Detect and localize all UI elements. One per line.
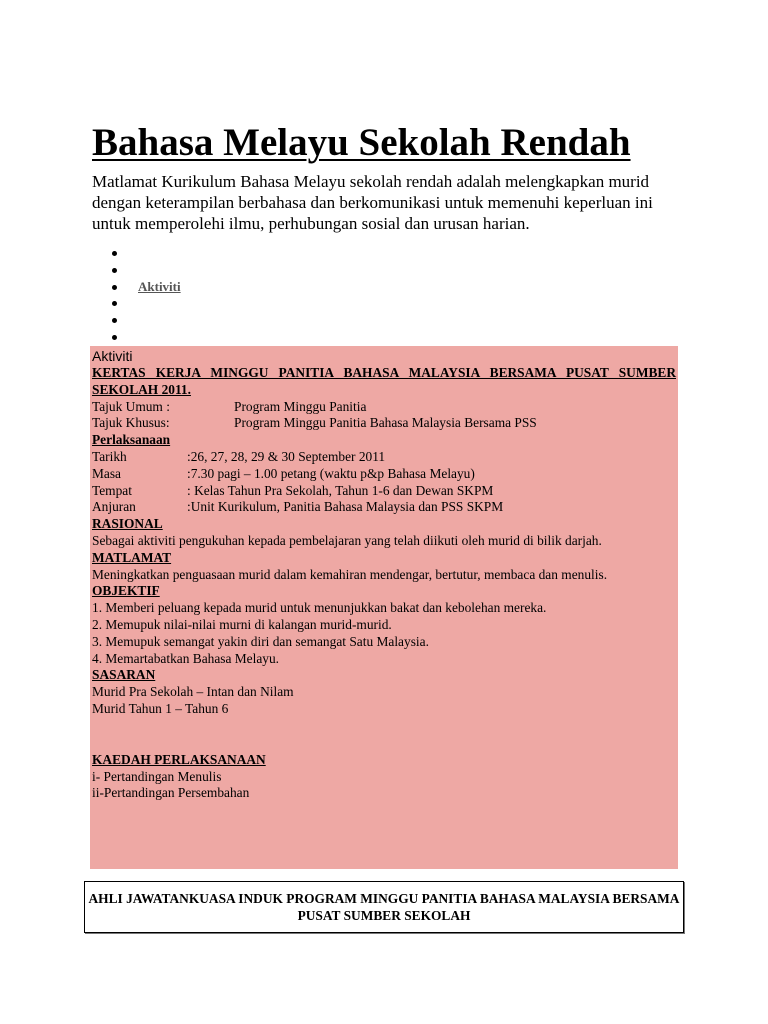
bullet-item-1 — [92, 245, 181, 262]
sasaran-item: Murid Tahun 1 – Tahun 6 — [92, 700, 229, 716]
masa-label: Masa — [92, 465, 122, 481]
tajuk-khusus-value: Program Minggu Panitia Bahasa Malaysia Bersama PSS — [234, 415, 537, 431]
rasional-heading: RASIONAL — [92, 516, 163, 532]
bullet-item-6 — [92, 329, 181, 346]
page-title: Bahasa Melayu Sekolah Rendah — [92, 121, 631, 164]
tempat-label: Tempat — [92, 482, 132, 498]
tempat-value: : Kelas Tahun Pra Sekolah, Tahun 1-6 dan Dewan SKPM — [187, 482, 494, 498]
intro-paragraph: Matlamat Kurikulum Bahasa Melayu sekolah rendah adalah melengkapkan murid dengan keterampilan berbahasa dan berkomunikasi untuk memenuhi keperluan ini untuk memperolehi ilmu, perhubungan sosial dan urusan harian. — [92, 172, 653, 233]
tajuk-umum-label: Tajuk Umum : — [92, 398, 170, 414]
objektif-item: 3. Memupuk semangat yakin diri dan semangat Satu Malaysia. — [92, 633, 429, 649]
bullet-list — [92, 245, 181, 346]
panel-heading: Aktiviti — [92, 348, 133, 364]
tajuk-umum-value: Program Minggu Panitia — [234, 398, 367, 414]
anjuran-value: :Unit Kurikulum, Panitia Bahasa Malaysia dan PSS SKPM — [187, 499, 504, 515]
objektif-item: 4. Memartabatkan Bahasa Melayu. — [92, 650, 280, 666]
committee-box — [84, 881, 684, 933]
objektif-item: 1. Memberi peluang kepada murid untuk menunjukkan bakat dan kebolehan mereka. — [92, 600, 547, 616]
spacer — [92, 718, 676, 752]
aktiviti-panel — [90, 346, 678, 869]
perlaksanaan-heading: Perlaksanaan — [92, 432, 171, 448]
matlamat-heading: MATLAMAT — [92, 549, 172, 565]
tajuk-khusus-row — [92, 415, 676, 432]
tajuk-khusus-label: Tajuk Khusus: — [92, 415, 170, 431]
bullet-item-2 — [92, 262, 181, 279]
sasaran-heading: SASARAN — [92, 667, 156, 683]
matlamat-text: Meningkatkan penguasaan murid dalam kemahiran mendengar, bertutur, membaca dan menulis. — [92, 566, 608, 582]
bullet-item-4 — [92, 295, 181, 312]
kaedah-heading: KAEDAH PERLAKSANAAN — [92, 751, 266, 767]
tarikh-row — [92, 449, 676, 466]
anjuran-label: Anjuran — [92, 499, 136, 515]
tempat-row — [92, 483, 676, 500]
kaedah-item: i- Pertandingan Menulis — [92, 768, 222, 784]
sasaran-item: Murid Pra Sekolah – Intan dan Nilam — [92, 684, 294, 700]
document-title: KERTAS KERJA MINGGU PANITIA BAHASA MALAYSIA BERSAMA PUSAT SUMBER SEKOLAH 2011. — [92, 365, 676, 397]
bullet-item-aktiviti — [92, 279, 181, 296]
bullet-item-5 — [92, 312, 181, 329]
committee-title: AHLI JAWATANKUASA INDUK PROGRAM MINGGU PANITIA BAHASA MALAYSIA BERSAMA PUSAT SUMBER SEKOLAH — [88, 891, 680, 923]
masa-row — [92, 466, 676, 483]
tarikh-value: :26, 27, 28, 29 & 30 September 2011 — [187, 448, 386, 464]
kaedah-item: ii-Pertandingan Persembahan — [92, 785, 250, 801]
rasional-text: Sebagai aktiviti pengukuhan kepada pembelajaran yang telah diikuti oleh murid di bilik darjah. — [92, 532, 602, 548]
aktiviti-link[interactable]: Aktiviti — [138, 278, 181, 294]
anjuran-row — [92, 499, 676, 516]
tajuk-umum-row — [92, 399, 676, 416]
objektif-heading: OBJEKTIF — [92, 583, 160, 599]
objektif-item: 2. Memupuk nilai-nilai murni di kalangan murid-murid. — [92, 616, 392, 632]
masa-value: :7.30 pagi – 1.00 petang (waktu p&p Bahasa Melayu) — [187, 465, 475, 481]
tarikh-label: Tarikh — [92, 448, 127, 464]
